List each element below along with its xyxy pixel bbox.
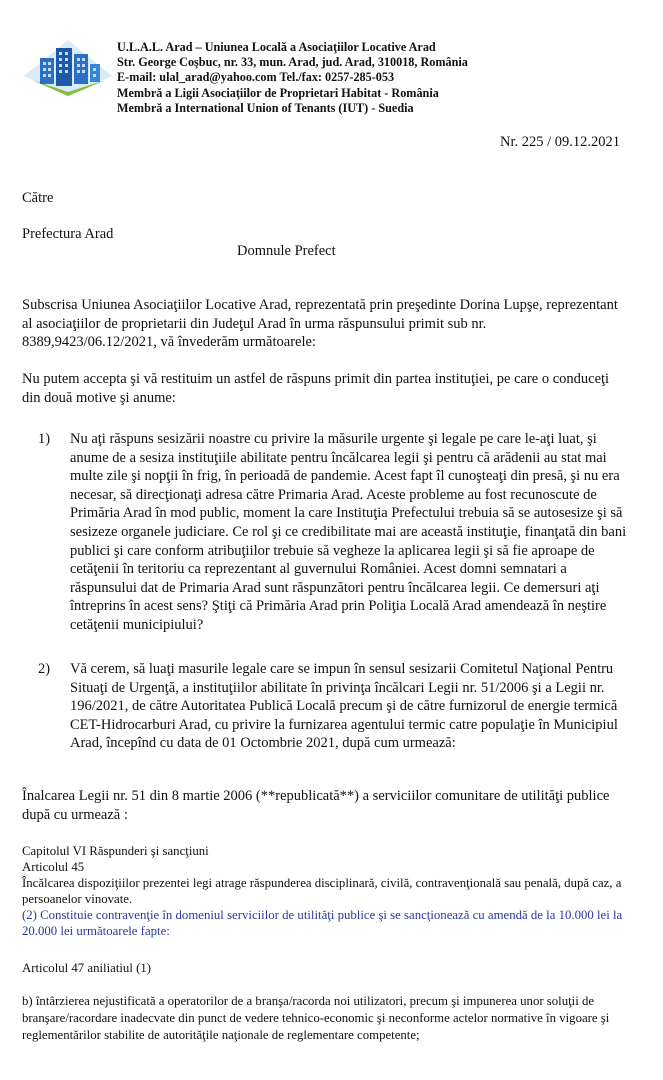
letterhead — [117, 40, 637, 116]
paragraph-intro: Subscrisa Uniunea Asociaţiilor Locative Arad, reprezentată prin preşedinte Dorina Lupşe, reprezentant al asociaţiilor de proprietarii din Judeţul Arad în urma răspunsului primit sub nr. 8389,9423/06.12/2021, vă învederăm următoarele: — [22, 297, 618, 351]
paragraph-law-violation: Înalcarea Legii nr. 51 din 8 martie 2006 (**republicată**) a serviciilor comunitare de utilităţi publice după cu urmează : — [22, 788, 610, 823]
document-number: Nr. 225 / 09.12.2021 — [499, 134, 620, 150]
ulal-logo-icon — [22, 36, 114, 100]
law-chapter: Capitolul VI Răspunderi şi sancţiuni — [22, 844, 209, 858]
law-article-47-b: b) întârzierea nejustificată a operatorilor de a branşa/racorda noi utilizatori, precum şi impunerea unor soluţii de branşare/racordare inadecvate din punct de vedere tehnico-economic şi neconforme actelor normative în vigoare şi reglementărilor stabilite de autorităţile naţionale de reglementare competente; — [22, 994, 610, 1043]
list-item-number: 2) — [38, 661, 51, 677]
letterhead-line: U.L.A.L. Arad – Uniunea Locală a Asociaţiilor Locative Arad — [117, 40, 436, 54]
list-item-text: Vă cerem, să luaţi masurile legale care se impun în sensul sesizarii Comitetul Naţional Pentru Situaţi de Urgenţă, a instituţiilor abilitate în privinţa încălcari Legii nr. 51/2006 şi a Legii nr. 196/2021, de către Autoritatea Publică Locală precum şi de către furnizorul de energie termică CET-Hidrocarburi Arad, cu privire la furnizarea agentului termic catre populaţie în Municipiul Arad, începînd cu data de 01 Octombrie 2021, după cum urmează: — [70, 661, 618, 752]
recipient: Prefectura Arad — [22, 226, 114, 242]
salutation: Domnule Prefect — [237, 243, 336, 259]
letterhead-line: Membră a Ligii Asociaţiilor de Proprietari Habitat - România — [117, 85, 439, 100]
list-item-number: 1) — [38, 431, 51, 447]
letterhead-line: Str. George Coşbuc, nr. 33, mun. Arad, jud. Arad, 310018, România — [117, 55, 468, 70]
list-item — [38, 430, 628, 635]
law-article-45: Articolul 45 — [22, 860, 85, 874]
list-item — [38, 660, 628, 753]
list-item-text: Nu aţi răspuns sesizării noastre cu privire la măsurile urgente şi legale pe care le-aţi luat, şi anume de a sesiza instituţiile abilitate pentru încălcarea legii şi pentru că arădenii au stat mai multe zile şi nopţii în frig, în perioadă de pandemie. Acest fapt îl cunoşteaţi din presă, şi nu era necesar, să direcţionaţi adresa către Primaria Arad. Aceste probleme au fost recunoscute de Primăria Arad în mod public, moment la care Instituţia Prefectului trebuia să se autosesize şi să sesizeze organele judiciare. Ce rol şi ce credibilitate mai are această instituţie, finanţată din bani publici şi care conform atribuţiilor trebuie să vegheze la aplicarea legii şi să fie aproape de cetăţenii în teritoriu ca reprezentant al guvernului României. Acest domni semnatari a răspunsului dat de Primaria Arad sunt răspunzători pentru încălcarea legii. Ce demersuri aţi întreprins în acest sens? Ştiţi că Primăria Arad prin Poliţia Locală Arad amendează în neştire cetăţenii municipiului? — [70, 431, 627, 633]
letterhead-line: E-mail: ulal_arad@yahoo.com Tel./fax: 0257-285-053 — [117, 70, 395, 85]
recipient-to: Către — [22, 190, 54, 206]
law-article-47: Articolul 47 aniliatiul (1) — [22, 961, 152, 975]
law-article-45-text: Încălcarea dispoziţiilor prezentei legi atrage răspunderea disciplinară, civilă, contravenţională sau penală, după caz, a persoanelor vinovate. — [22, 876, 622, 906]
law-article-45-paragraph-2: (2) Constituie contravenţie în domeniul serviciilor de utilităţi publice şi se sancţionează cu amendă de la 10.000 lei la 20.000 lei următoarele fapte: — [22, 908, 623, 938]
paragraph-reasons: Nu putem accepta şi vă restituim un astfel de răspuns primit din partea instituţiei, pe care o conduceţi din două motive şi anume: — [22, 371, 610, 406]
letterhead-line: Membră a International Union of Tenants (IUT) - Suedia — [117, 100, 414, 115]
